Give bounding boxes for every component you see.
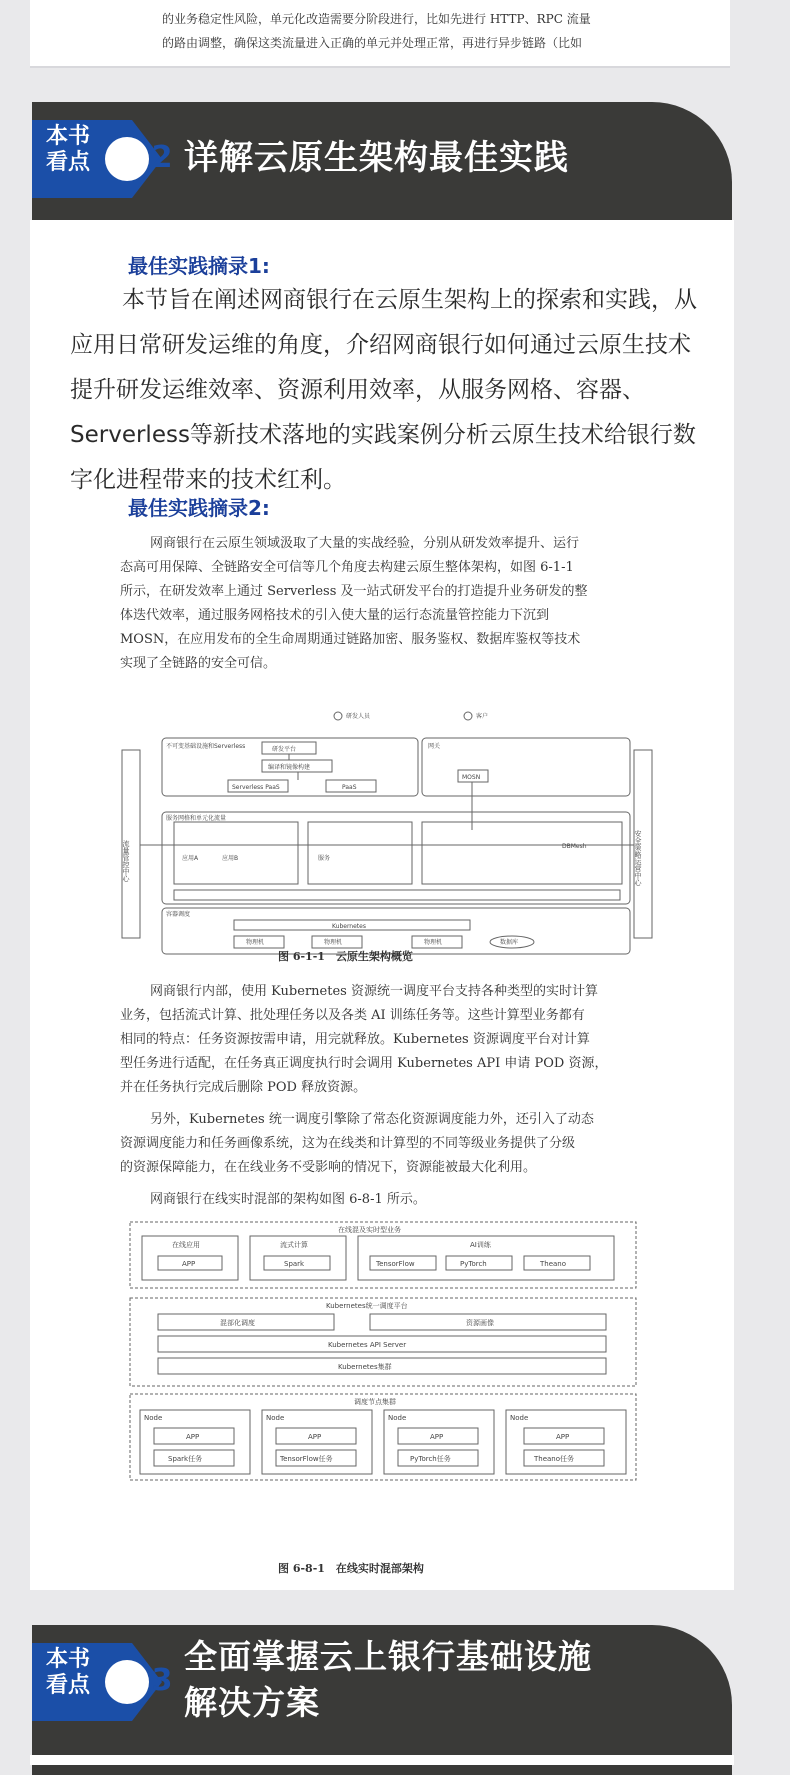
section-badge-text	[46, 1647, 90, 1699]
fig2-label: Node	[266, 1414, 285, 1422]
fig2-label: 调度节点集群	[354, 1398, 396, 1406]
section-badge-text	[46, 124, 90, 176]
para1-line: 网商银行在云原生领域汲取了大量的实战经验，分别从研发效率提升、运行	[150, 536, 580, 551]
excerpt-1-body	[70, 278, 710, 503]
diagram-label: 不可变基础设施和Serverless	[166, 743, 246, 750]
section-3-header	[32, 1625, 732, 1775]
fig2-label: 混部化调度	[220, 1319, 255, 1327]
fig2-label: Node	[144, 1414, 163, 1422]
fig2-label: 流式计算	[280, 1241, 308, 1249]
diagram-label: 编译和镜像构建	[268, 764, 311, 771]
top-text-line-1: 的业务稳定性风险，单元化改造需要分阶段进行，比如先进行 HTTP、RPC 流量	[162, 12, 591, 26]
excerpt-2-paragraph-1	[120, 532, 680, 676]
top-text-line-2: 的路由调整，确保这类流量进入正确的单元并处理正常，再进行异步链路（比如	[162, 36, 583, 50]
fig2-label: TensorFlow	[376, 1260, 415, 1268]
para3-line: 资源调度能力和任务画像系统，这为在线类和计算型的不同等级业务提供了分级	[120, 1136, 576, 1151]
previous-section-card	[30, 0, 730, 68]
diagram-label: 物理机	[324, 939, 343, 946]
fig2-label: Spark	[284, 1260, 305, 1268]
diagram-label: PaaS	[342, 784, 357, 791]
section-3-title-line-1: 全面掌握云上银行基础设施	[184, 1637, 592, 1676]
section-3-content-card	[30, 1755, 734, 1765]
para2-line: 网商银行内部，使用 Kubernetes 资源统一调度平台支持各种类型的实时计算	[150, 984, 598, 999]
fig2-label: APP	[308, 1433, 322, 1441]
fig2-label: Theano任务	[534, 1455, 575, 1463]
badge-number: 2	[151, 140, 173, 175]
excerpt-1-text: 本节旨在阐述网商银行在云原生架构上的探索和实践，从应用日常研发运维的角度，介绍网商银行如何通过云原生技术提升研发运维效率、资源利用效率，从服务网格、容器、Serverless等新技术落地的实践案例分析云原生技术给银行数字化进程带来的技术红利。	[70, 287, 697, 493]
section-3-title-line-2: 解决方案	[184, 1683, 320, 1722]
diagram-label: 物理机	[424, 939, 443, 946]
fig2-label: Kubernetes集群	[338, 1363, 392, 1371]
fig2-label: Node	[388, 1414, 407, 1422]
online-mixed-deployment-diagram	[130, 1220, 638, 1488]
excerpt-2-heading: 最佳实践摘录2:	[128, 496, 270, 520]
diagram-label: 服务网格和单元化流量	[166, 815, 227, 822]
para3-line: 的资源保障能力，在在线业务不受影响的情况下，资源能被最大化利用。	[120, 1160, 537, 1175]
diagram-label: 物理机	[246, 939, 265, 946]
fig2-label: Theano	[540, 1260, 567, 1268]
diagram-label: 客户	[476, 713, 489, 720]
section-2-header	[32, 102, 732, 222]
fig2-label: APP	[182, 1260, 196, 1268]
para1-line: 所示，在研发效率上通过 Serverless 及一站式研发平台的打造提升业务研发的整	[120, 584, 588, 599]
para1-line: MOSN，在应用发布的全生命周期通过链路加密、服务鉴权、数据库鉴权等技术	[120, 632, 581, 647]
fig2-label: APP	[556, 1433, 570, 1441]
diagram-label: Serverless PaaS	[232, 784, 280, 791]
diagram-label: 应用B	[222, 855, 239, 862]
figure-2-caption: 图 6-8-1 在线实时混部架构	[278, 1562, 424, 1575]
diagram-label: 应用A	[182, 855, 199, 862]
fig2-label: Node	[510, 1414, 529, 1422]
fig2-label: 资源画像	[466, 1319, 494, 1327]
section-2-title: 详解云原生架构最佳实践	[184, 138, 569, 178]
fig2-label: PyTorch任务	[410, 1455, 451, 1463]
para2-line: 业务，包括流式计算、批处理任务以及各类 AI 训练任务等。这些计算型业务都有	[120, 1008, 585, 1023]
diagram-label: MOSN	[462, 774, 481, 781]
diagram-label: Kubernetes	[332, 923, 366, 930]
para2-line: 并在任务执行完成后删除 POD 释放资源。	[120, 1080, 367, 1095]
para1-line: 实现了全链路的安全可信。	[120, 656, 277, 671]
diagram-label: DBMesh	[562, 843, 587, 850]
figure-1-caption: 图 6-1-1 云原生架构概览	[278, 950, 413, 963]
fig2-label: Spark任务	[168, 1455, 203, 1463]
para4-line: 网商银行在线实时混部的架构如图 6-8-1 所示。	[150, 1192, 426, 1207]
fig2-label: APP	[430, 1433, 444, 1441]
badge-line-1: 本书	[46, 1647, 91, 1672]
fig2-label: Kubernetes统一调度平台	[326, 1302, 408, 1310]
excerpt-1-heading: 最佳实践摘录1:	[128, 254, 270, 278]
fig2-label: 在线混及实时型业务	[338, 1226, 401, 1234]
fig2-label: AI训练	[470, 1241, 491, 1249]
diagram-label: 安全策略运营中心	[634, 830, 642, 886]
para3-line: 另外，Kubernetes 统一调度引擎除了常态化资源调度能力外，还引入了动态	[150, 1112, 594, 1127]
diagram-label: 容器调度	[166, 911, 191, 918]
diagram-label: 服务	[318, 855, 331, 862]
fig2-label: PyTorch	[460, 1260, 487, 1268]
para2-line: 相同的特点：任务资源按需申请，用完就释放。Kubernetes 资源调度平台对计算	[120, 1032, 590, 1047]
para1-line: 体迭代效率，通过服务网格技术的引入使大量的运行态流量管控能力下沉到	[120, 608, 550, 623]
badge-line-2: 看点	[46, 1673, 91, 1698]
fig2-label: Kubernetes API Server	[328, 1341, 407, 1349]
cloud-native-architecture-diagram	[122, 710, 652, 946]
badge-number: 3	[151, 1663, 173, 1698]
diagram-label: 研发人员	[346, 713, 371, 720]
excerpt-2-paragraph-3	[120, 1108, 680, 1180]
diagram-label: 网关	[428, 743, 441, 750]
para1-line: 态高可用保障、全链路安全可信等几个角度去构建云原生整体架构，如图 6-1-1	[120, 560, 574, 575]
badge-line-1: 本书	[46, 124, 91, 149]
excerpt-2-paragraph-4	[120, 1188, 680, 1212]
para2-line: 型任务进行适配，在任务真正调度执行时会调用 Kubernetes API 申请 POD 资源，	[120, 1056, 608, 1071]
fig2-label: APP	[186, 1433, 200, 1441]
diagram-label: 数据库	[500, 939, 519, 946]
excerpt-2-paragraph-2	[120, 980, 680, 1100]
badge-line-2: 看点	[46, 150, 91, 175]
fig2-label: 在线应用	[172, 1241, 200, 1249]
section-2-content-card	[30, 220, 734, 1590]
diagram-label: 流量管控中心	[122, 840, 130, 882]
diagram-label: 研发平台	[272, 746, 297, 753]
fig2-label: TensorFlow任务	[280, 1455, 333, 1463]
